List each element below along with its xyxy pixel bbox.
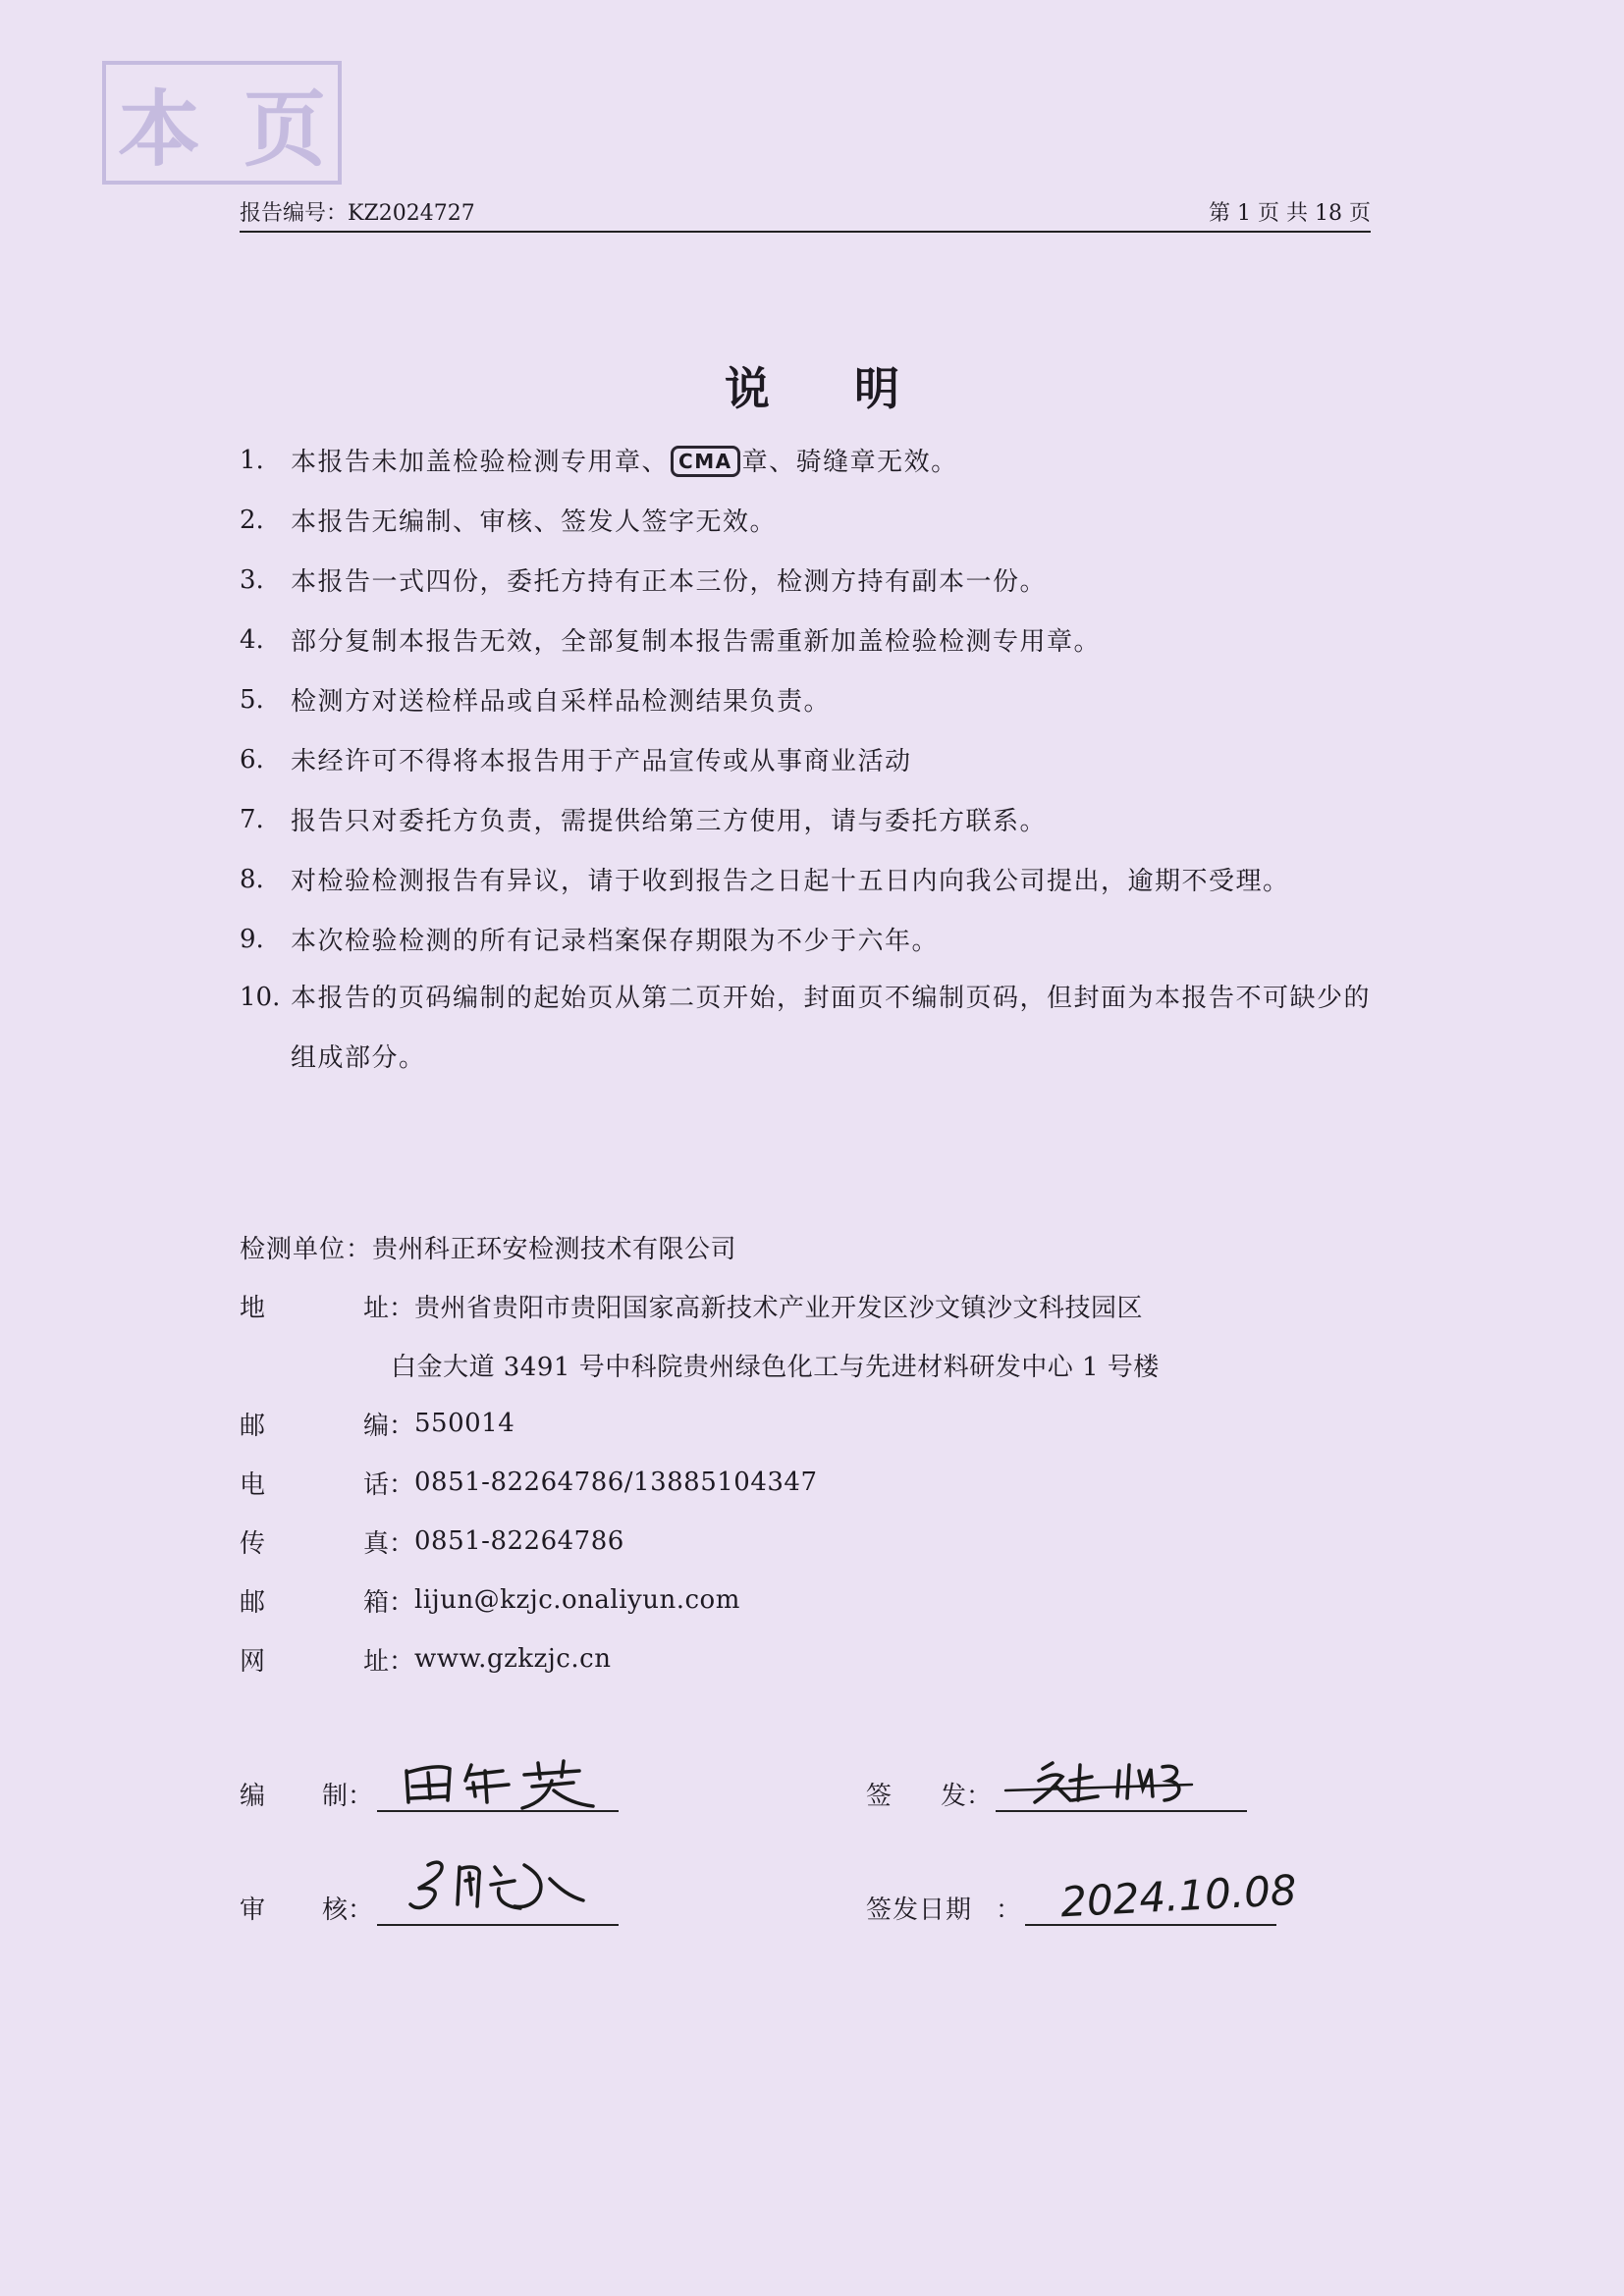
issue-signature-line: [996, 1757, 1247, 1812]
handwritten-signature-icon: [377, 1741, 619, 1810]
list-item: 5. 检测方对送检样品或自采样品检测结果负责。: [240, 684, 832, 717]
handwritten-date: [1025, 1855, 1298, 1927]
page-title: 说明: [725, 362, 984, 415]
issue-date-line: [1025, 1865, 1298, 1927]
info-email: 邮 箱 ： lijun@kzjc.onaliyun.com: [240, 1585, 740, 1618]
handwritten-signature-icon: [996, 1741, 1247, 1810]
cma-mark-icon: CMA: [671, 446, 740, 477]
contact-info: [240, 1217, 1160, 1688]
info-address-cont: 白金大道 3491 号中科院贵州绿色化工与先进材料研发中心 1 号楼: [391, 1352, 1160, 1382]
report-number: 报告编号：KZ2024727: [240, 201, 475, 226]
info-zip: 邮 编 ： 550014: [240, 1409, 515, 1441]
list-item: 4. 部分复制本报告无效，全部复制本报告需重新加盖检验检测专用章。: [240, 624, 1102, 657]
list-item: 1. 本报告未加盖检验检测专用章、 CMA 章、骑缝章无效。: [240, 445, 958, 477]
info-fax: 传 真 ： 0851-82264786: [240, 1526, 624, 1559]
info-address: 地 址 ： 贵州省贵阳市贵阳国家高新技术产业开发区沙文镇沙文科技园区: [240, 1293, 1144, 1323]
page-header: [240, 193, 1371, 233]
list-item: 3. 本报告一式四份，委托方持有正本三份，检测方持有副本一份。: [240, 564, 1048, 597]
list-item: 8. 对检验检测报告有异议，请于收到报告之日起十五日内向我公司提出，逾期不受理。: [240, 864, 1290, 896]
review-signature: 审 核 ：: [240, 1871, 619, 1926]
notes-list: [240, 430, 1379, 1089]
list-item: 2. 本报告无编制、审核、签发人签字无效。: [240, 505, 778, 537]
list-item: 10. 本报告的页码编制的起始页从第二页开始，封面页不编制页码，但封面为本报告不可缺少的组成部分。: [240, 983, 1372, 1073]
copy-stamp: 本 页: [102, 61, 342, 185]
svg-text:2024.10.08: 2024.10.08: [1059, 1865, 1298, 1927]
compile-signature-line: [377, 1757, 619, 1812]
handwritten-signature-icon: [377, 1845, 619, 1924]
copy-stamp-text: 本: [117, 80, 200, 178]
info-unit: 检测单位： 贵州科正环安检测技术有限公司: [240, 1234, 737, 1264]
page-info: 第 1 页 共 18 页: [1209, 201, 1371, 226]
issue-date: 签发日期 ： 2024.10.08: [866, 1871, 1276, 1926]
issue-signature: 签 发 ：: [866, 1757, 1247, 1812]
review-signature-line: [377, 1871, 619, 1926]
list-item: 6. 未经许可不得将本报告用于产品宣传或从事商业活动: [240, 744, 912, 776]
list-item: 9. 本次检验检测的所有记录档案保存期限为不少于六年。: [240, 924, 940, 956]
list-item: 7. 报告只对委托方负责，需提供给第三方使用，请与委托方联系。: [240, 804, 1048, 836]
compile-signature: 编 制 ：: [240, 1757, 619, 1812]
info-website: 网 址 ： www.gzkzjc.cn: [240, 1644, 612, 1677]
info-phone: 电 话 ： 0851-82264786/13885104347: [240, 1468, 818, 1500]
